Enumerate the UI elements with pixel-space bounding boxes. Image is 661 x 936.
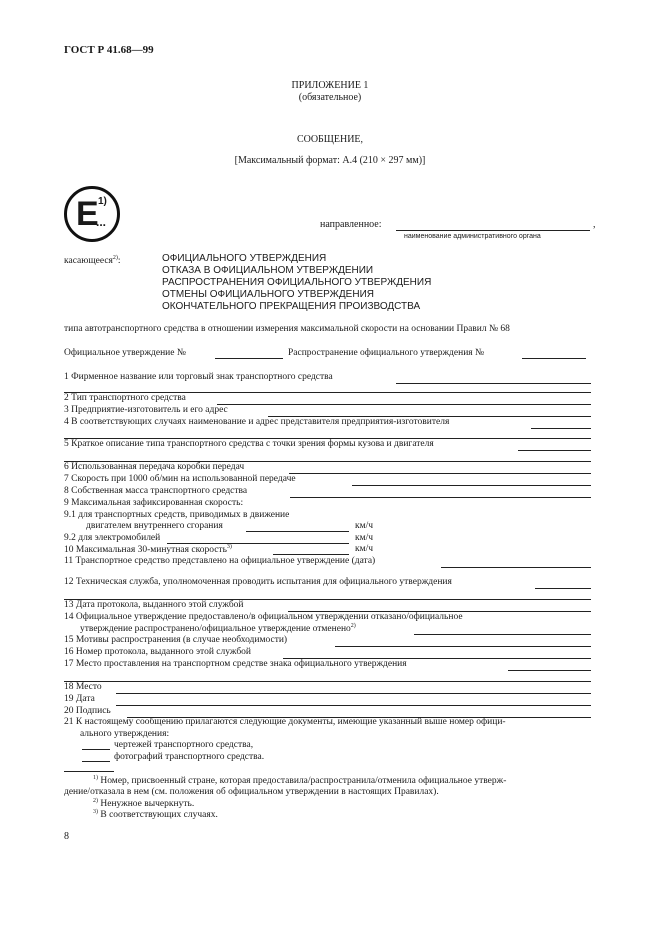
footnote-3: $^{3)}$ В соответствующих случаях. (93, 809, 218, 821)
extension-no-field[interactable] (522, 358, 586, 359)
item-10-field[interactable] (273, 554, 349, 555)
item-14: 14 Официальное утверждение предоставлено/в официальном утверждении отказано/официальное (64, 612, 463, 622)
item-17-field[interactable] (508, 670, 591, 671)
item-4-field[interactable] (531, 428, 591, 429)
item-1: 1 Фирменное название или торговый знак транспортного средства (64, 372, 333, 382)
doc-code: ГОСТ Р 41.68—99 (64, 44, 154, 56)
item-21-cont: ального утверждения: (80, 729, 170, 739)
sent-to-caption: наименование административного органа (404, 233, 541, 240)
extension-no-label: Распространение официального утверждения № (288, 348, 485, 358)
item-6-field[interactable] (289, 473, 591, 474)
item-5: 5 Краткое описание типа транспортного средства с точки зрения формы кузова и двигателя (64, 439, 434, 449)
item-9-2: 9.2 для электромобилей (64, 533, 161, 543)
item-10: 10 Максимальная 30-минутная скорость$^{3)}$ (64, 544, 232, 556)
item-2: 2 Тип транспортного средства (64, 393, 186, 403)
item-9-2-unit: км/ч (355, 533, 374, 543)
item-20: 20 Подпись (64, 706, 111, 716)
approval-no-label: Официальное утверждение № (64, 348, 186, 358)
item-4: 4 В соответствующих случаях наименование и адрес представителя предприятия-изготовителя (64, 417, 450, 427)
approval-no-field[interactable] (215, 358, 283, 359)
item-17-field-2[interactable] (64, 681, 591, 682)
sent-to-comma: , (593, 219, 596, 230)
item-13: 13 Дата протокола, выданного этой службой (64, 600, 244, 610)
item-9-1-cont: двигателем внутреннего сгорания (86, 521, 223, 531)
footnote-1: $^{1)}$ Номер, присвоенный стране, которая предоставила/распространила/отменила официальное утверж- (93, 775, 507, 787)
concerning-option-3: РАСПРОСТРАНЕНИЯ ОФИЦИАЛЬНОГО УТВЕРЖДЕНИЯ (162, 277, 432, 288)
item-9-1-unit: км/ч (355, 521, 374, 531)
sent-to-field[interactable] (396, 230, 590, 231)
concerning-option-5: ОКОНЧАТЕЛЬНОГО ПРЕКРАЩЕНИЯ ПРОИЗВОДСТВА (162, 301, 421, 312)
item-21-drawings-field[interactable] (82, 749, 110, 750)
footnote-2: $^{2)}$ Ненужное вычеркнуть. (93, 798, 195, 810)
item-11-field[interactable] (441, 567, 591, 568)
item-18: 18 Место (64, 682, 102, 692)
item-8-field[interactable] (290, 497, 591, 498)
item-12-field[interactable] (535, 588, 591, 589)
concerning-option-1: ОФИЦИАЛЬНОГО УТВЕРЖДЕНИЯ (162, 253, 327, 264)
item-16: 16 Номер протокола, выданного этой службой (64, 647, 251, 657)
page-number: 8 (64, 831, 69, 842)
item-8: 8 Собственная масса транспортного средства (64, 486, 248, 496)
item-11: 11 Транспортное средство представлено на официальное утверждение (дата) (64, 556, 376, 566)
appendix-subtitle: (обязательное) (298, 92, 362, 103)
item-6: 6 Использованная передача коробки передач (64, 462, 245, 472)
item-21-photos: фотографий транспортного средства. (114, 752, 265, 762)
item-17: 17 Место проставления на транспортном средстве знака официального утверждения (64, 659, 407, 669)
item-14-cont: утверждение распространено/официальное утверждение отменено$^{2)}$ (80, 623, 356, 635)
appendix-title: ПРИЛОЖЕНИЕ 1 (291, 80, 369, 91)
item-14-field[interactable] (414, 634, 591, 635)
item-5-field[interactable] (518, 450, 591, 451)
sent-to-label: направленное: (320, 219, 382, 230)
item-21: 21 К настоящему сообщению прилагаются следующие документы, имеющие указанный выше номер офици- (64, 717, 506, 727)
item-3: 3 Предприятие-изготовитель и его адрес (64, 405, 228, 415)
item-15-field[interactable] (335, 646, 591, 647)
concerning-option-4: ОТМЕНЫ ОФИЦИАЛЬНОГО УТВЕРЖДЕНИЯ (162, 289, 374, 300)
item-1-field[interactable] (396, 383, 591, 384)
item-9-1: 9.1 для транспортных средств, приводимых в движение (64, 510, 290, 520)
e-approval-mark-icon: E 1) ... (64, 186, 120, 242)
item-7-field[interactable] (352, 485, 591, 486)
item-9: 9 Максимальная зафиксированная скорость: (64, 498, 244, 508)
item-21-photos-field[interactable] (82, 761, 110, 762)
item-10-unit: км/ч (355, 544, 374, 554)
message-title: СООБЩЕНИЕ, (296, 134, 364, 145)
item-7: 7 Скорость при 1000 об/мин на использованной передаче (64, 474, 296, 484)
item-15: 15 Мотивы распространения (в случае необходимости) (64, 635, 288, 645)
item-21-drawings: чертежей транспортного средства, (114, 740, 254, 750)
item-12: 12 Техническая служба, уполномоченная проводить испытания для официального утверждения (64, 577, 452, 587)
footnote-rule (64, 771, 114, 772)
vehicle-type-line: типа автотранспортного средства в отношении измерения максимальной скорости на основании Правил № 68 (64, 324, 510, 334)
item-2-field[interactable] (217, 404, 591, 405)
item-19-field[interactable] (116, 705, 591, 706)
message-format: [Максимальный формат: А.4 (210 × 297 мм)] (234, 155, 426, 166)
concerning-label: касающееся$^{2)}$: (64, 255, 121, 267)
item-9-1-field[interactable] (246, 531, 349, 532)
concerning-option-2: ОТКАЗА В ОФИЦИАЛЬНОМ УТВЕРЖДЕНИИ (162, 265, 374, 276)
footnote-1-cont: дение/отказала в нем (см. положения об официальном утверждении в настоящих Правилах). (64, 787, 439, 797)
item-18-field[interactable] (116, 693, 591, 694)
item-19: 19 Дата (64, 694, 95, 704)
